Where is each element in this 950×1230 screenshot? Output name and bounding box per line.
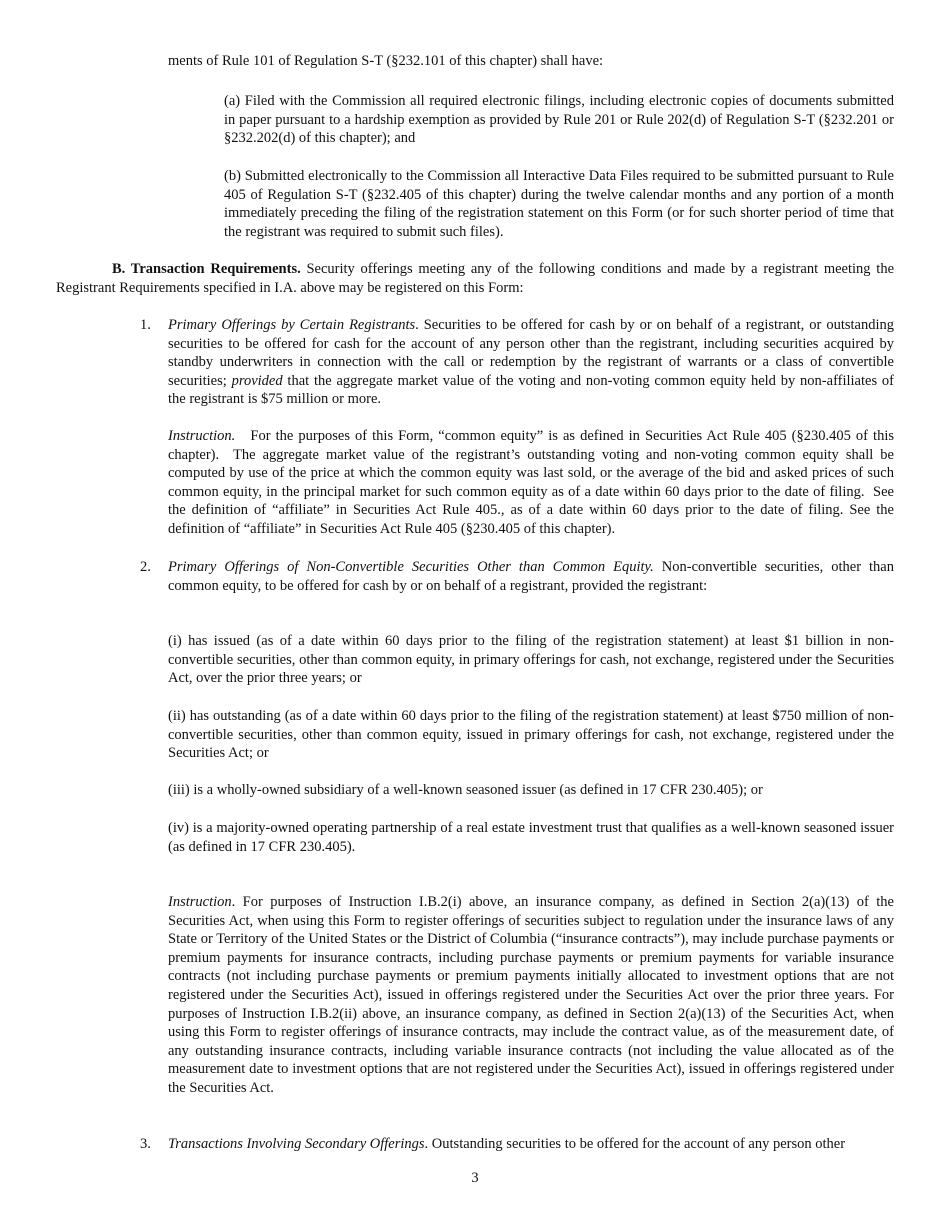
item-2-title: Primary Offerings of Non-Convertible Securities Other than Common Equity. — [168, 559, 654, 575]
section-b-paragraph — [56, 260, 894, 297]
item-2-instruction-label: Instruction — [168, 894, 232, 910]
carryover-text: ments of Rule 101 of Regulation S-T (§232.101 of this chapter) shall have: — [168, 53, 604, 69]
item-2-paragraph — [168, 558, 894, 595]
section-b-text: Security offerings meeting any of the following conditions and made by a registrant meeting the Registrant Requirements specified in I.A. above may be registered on this Form: — [56, 261, 895, 296]
item-2-text: Non-convertible securities, other than common equity, to be offered for cash by or on behalf of a registrant, provided the registrant: — [168, 559, 894, 594]
item-3-paragraph — [168, 1135, 908, 1154]
section-b-heading: B. Transaction Requirements. — [112, 261, 301, 277]
item-1-provided: provided — [231, 372, 283, 389]
item-3-title: Transactions Involving Secondary Offerings — [168, 1136, 425, 1152]
subparagraph-b: (b) Submitted electronically to the Commission all Interactive Data Files required to be submitted pursuant to Rule 405 of Regulation S-T (§232.405 of this chapter) during the twelve calendar months and any portion of a month immediately preceding the filing of the registration statement on this Form (or for such shorter period of time that the registrant was required to submit such files). — [224, 168, 894, 240]
item-3-number: 3. — [140, 1136, 151, 1152]
item-3-text: . Outstanding securities to be offered for the account of any person other — [424, 1136, 846, 1152]
item-1-instruction-label: Instruction. — [168, 428, 236, 444]
item-2-clause-iv: (iv) is a majority-owned operating partnership of a real estate investment trust that qualifies as a well-known seasoned issuer (as defined in 17 CFR 230.405). — [168, 820, 894, 855]
item-1-text-b: that the aggregate market value of the voting and non-voting common equity held by non-affiliates of the registrant is $75 million or more. — [168, 372, 894, 408]
page-number: 3 — [471, 1170, 479, 1186]
item-1-instruction — [168, 427, 898, 539]
item-2-clause-i: (i) has issued (as of a date within 60 days prior to the filing of the registration statement) at least $1 billion in non-convertible securities, other than common equity, in primary offerings for cash, not exchange, registered under the Securities Act, over the prior three years; or — [168, 633, 894, 687]
item-2-clause-ii: (ii) has outstanding (as of a date within 60 days prior to the filing of the registration statement) at least $750 million of non-convertible securities, other than common equity, issued in primary offerings for cash, not exchange, registered under the Securities Act; or — [168, 708, 894, 762]
item-2-instruction-text: . For purposes of Instruction I.B.2(i) above, an insurance company, as defined in Section 2(a)(13) of the Securities Act, when using this Form to register offerings of securities subject to regulation under the insurance laws of any State or Territory of the United States or the District of Columbia (“insurance contracts”), may include purchase payments or premium payments for insurance contracts, including purchase payments or premium payments for variable insurance contracts (not including purchase payments or premium payments initially allocated to investment options that are not registered under the Securities Act), issued in offerings registered under the Securities Act over the prior three years. For purposes of Instruction I.B.2(ii) above, an insurance company, as defined in Section 2(a)(13) of the Securities Act, when using this Form to register offerings of insurance contracts, may include the contract value, as of the measurement date, of any outstanding insurance contracts, including variable insurance contracts (not including the value allocated as of the measurement date to investment options that are not registered under the Securities Act), issued in offerings registered under the Securities Act. — [168, 894, 894, 1096]
item-1-paragraph — [168, 316, 894, 409]
item-1-number: 1. — [140, 317, 151, 333]
item-1-instruction-text: For the purposes of this Form, “common equity” is as defined in Securities Act Rule 405 (§230.405 of this chapter). The aggregate market value of the registrant’s outstanding voting and non-voting common equity shall be computed by use of the price at which the common equity was last sold, or the average of the bid and asked prices of such common equity, in the principal market for such common equity as of a date within 60 days prior to the date of filing. See the definition of “affiliate” in Securities Act Rule 405., as of a date within 60 days prior to the date of filing. See the definition of “affiliate” in Securities Act Rule 405 (§230.405 of this chapter). — [168, 428, 898, 537]
item-2-clause-iii: (iii) is a wholly-owned subsidiary of a well-known seasoned issuer (as defined in 17 CFR 230.405); or — [168, 782, 763, 798]
item-2-instruction — [168, 893, 894, 1098]
subparagraph-a: (a) Filed with the Commission all required electronic filings, including electronic copies of documents submitted in paper pursuant to a hardship exemption as provided by Rule 201 or Rule 202(d) of Regulation S-T (§232.201 or §232.202(d) of this chapter); and — [224, 93, 894, 147]
item-1-text-a: . Securities to be offered for cash by or on behalf of a registrant, or outstanding securities to be offered for cash for the account of any person other than the registrant, including securities acquired by standby underwriters in connection with the call or redemption by the registrant of warrants or a class of convertible securities; — [168, 317, 894, 389]
item-1-title: Primary Offerings by Certain Registrants — [168, 317, 416, 333]
item-2-number: 2. — [140, 559, 151, 575]
